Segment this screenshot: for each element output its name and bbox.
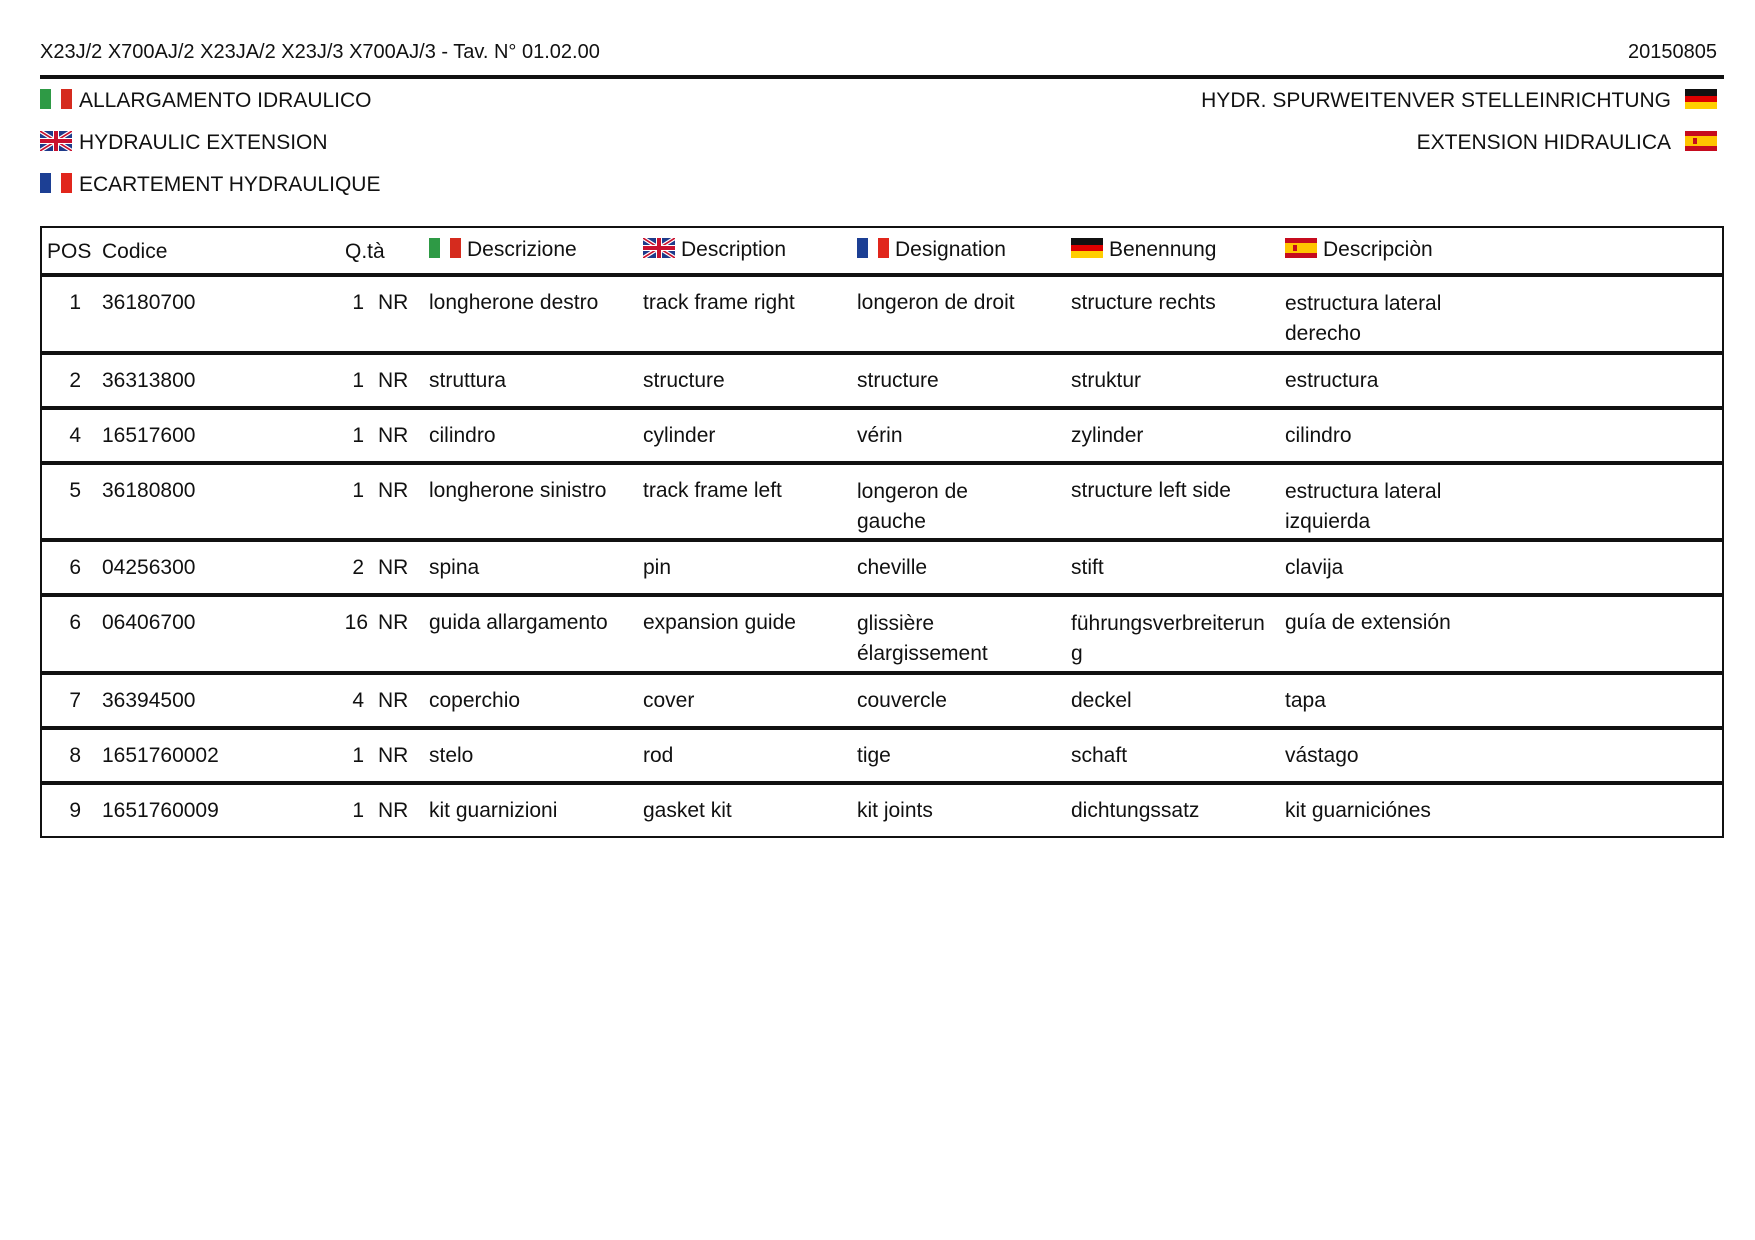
column-header-spanish [1285,238,1433,262]
cell-desc-italian: longherone destro [429,291,599,314]
cell-desc-english: rod [643,744,674,767]
cell-desc-english: pin [643,556,672,579]
cell-desc-english: track frame right [643,291,795,314]
cell-desc-french: cheville [857,556,928,579]
row-divider [40,351,1724,355]
cell-desc-italian: longherone sinistro [429,479,607,502]
cell-desc-german: stift [1071,556,1104,579]
cell-desc-french: longeron de droit [857,291,1015,314]
column-header-pos: POS [47,240,92,263]
title-french [40,173,380,197]
column-header-qty: Q.tà [345,240,385,263]
cell-desc-german: führungsverbreiterung [1071,612,1265,665]
spain-flag-icon [1685,131,1717,151]
title-spanish [1417,131,1717,155]
cell-desc-french: glissière élargissement [857,612,988,665]
title-english [40,131,328,155]
cell-desc-spanish: guía de extensión [1285,611,1451,634]
cell-code: 16517600 [102,424,196,447]
cell-code: 36394500 [102,689,196,712]
column-header-italian-text: Descrizione [467,238,577,261]
cell-code: 04256300 [102,556,196,579]
cell-qty: 1 [352,291,364,314]
cell-desc-spanish: tapa [1285,689,1326,712]
germany-flag-icon [1685,89,1717,109]
cell-qty: 1 [352,369,364,392]
title-italian [40,89,372,113]
cell-unit: NR [378,799,409,822]
italy-flag-icon [40,89,72,109]
column-header-italian [429,238,577,262]
column-header-german-text: Benennung [1109,238,1217,261]
cell-desc-french: couvercle [857,689,947,712]
cell-qty: 1 [352,799,364,822]
title-italian-text: ALLARGAMENTO IDRAULICO [79,89,372,112]
cell-qty: 4 [352,689,364,712]
title-german-text: HYDR. SPURWEITENVER STELLEINRICHTUNG [1201,89,1671,112]
cell-qty: 1 [352,424,364,447]
column-header-german [1071,238,1216,262]
uk-flag-icon [40,131,72,151]
cell-pos: 4 [69,424,81,447]
row-divider [40,593,1724,597]
cell-desc-english: cover [643,689,695,712]
cell-desc-german: dichtungssatz [1071,799,1200,822]
cell-desc-french: structure [857,369,939,392]
france-flag-icon [857,238,889,258]
cell-desc-french: tige [857,744,891,767]
cell-pos: 7 [69,689,81,712]
cell-qty: 1 [352,744,364,767]
cell-desc-italian: stelo [429,744,474,767]
cell-unit: NR [378,291,409,314]
cell-desc-italian: kit guarnizioni [429,799,558,822]
column-header-english-text: Description [681,238,787,261]
cell-qty: 1 [352,479,364,502]
cell-desc-french: vérin [857,424,903,447]
title-english-text: HYDRAULIC EXTENSION [79,131,328,154]
cell-code: 36313800 [102,369,196,392]
cell-desc-french: longeron de gauche [857,480,968,533]
cell-desc-german: structure left side [1071,479,1231,502]
cell-qty: 16 [344,611,368,634]
header-divider [40,75,1724,79]
row-divider [40,781,1724,785]
column-header-spanish-text: Descripciòn [1323,238,1433,261]
document-date: 20150805 [1628,41,1717,63]
cell-desc-spanish: clavija [1285,556,1344,579]
row-divider [40,726,1724,730]
column-header-code: Codice [102,240,168,263]
cell-pos: 2 [69,369,81,392]
cell-desc-french: kit joints [857,799,933,822]
cell-desc-english: expansion guide [643,611,796,634]
cell-desc-italian: coperchio [429,689,521,712]
cell-desc-german: struktur [1071,369,1142,392]
cell-unit: NR [378,369,409,392]
cell-code: 06406700 [102,611,196,634]
cell-desc-italian: spina [429,556,480,579]
italy-flag-icon [429,238,461,258]
uk-flag-icon [643,238,675,258]
germany-flag-icon [1071,238,1103,258]
cell-desc-english: structure [643,369,725,392]
row-divider [40,538,1724,542]
cell-unit: NR [378,556,409,579]
cell-code: 36180700 [102,291,196,314]
cell-desc-german: structure rechts [1071,291,1216,314]
title-french-text: ECARTEMENT HYDRAULIQUE [79,173,381,196]
cell-qty: 2 [352,556,364,579]
cell-unit: NR [378,611,409,634]
spain-flag-icon [1285,238,1317,258]
cell-desc-english: cylinder [643,424,716,447]
row-divider [40,671,1724,675]
cell-desc-italian: cilindro [429,424,496,447]
cell-unit: NR [378,689,409,712]
cell-pos: 1 [69,291,81,314]
cell-pos: 9 [69,799,81,822]
cell-desc-spanish: vástago [1285,744,1359,767]
cell-desc-spanish: estructura lateral derecho [1285,292,1442,345]
column-header-french-text: Designation [895,238,1006,261]
cell-desc-english: gasket kit [643,799,732,822]
cell-desc-italian: guida allargamento [429,611,608,634]
cell-code: 36180800 [102,479,196,502]
column-header-english [643,238,786,262]
title-german [1201,89,1717,113]
title-spanish-text: EXTENSION HIDRAULICA [1416,131,1671,154]
cell-pos: 6 [69,556,81,579]
cell-desc-spanish: estructura lateral izquierda [1285,480,1442,533]
row-divider [40,406,1724,410]
cell-pos: 5 [69,479,81,502]
row-divider [40,273,1724,277]
cell-pos: 8 [69,744,81,767]
cell-unit: NR [378,479,409,502]
cell-unit: NR [378,424,409,447]
cell-desc-german: deckel [1071,689,1132,712]
row-divider [40,461,1724,465]
cell-code: 1651760009 [102,799,219,822]
cell-pos: 6 [69,611,81,634]
cell-desc-spanish: estructura [1285,369,1379,392]
cell-unit: NR [378,744,409,767]
france-flag-icon [40,173,72,193]
cell-code: 1651760002 [102,744,219,767]
cell-desc-italian: struttura [429,369,507,392]
document-reference: X23J/2 X700AJ/2 X23JA/2 X23J/3 X700AJ/3 - Tav. N° 01.02.00 [40,41,600,63]
cell-desc-german: schaft [1071,744,1128,767]
cell-desc-spanish: cilindro [1285,424,1352,447]
cell-desc-german: zylinder [1071,424,1144,447]
cell-desc-spanish: kit guarniciónes [1285,799,1431,822]
column-header-french [857,238,1006,262]
cell-desc-english: track frame left [643,479,782,502]
